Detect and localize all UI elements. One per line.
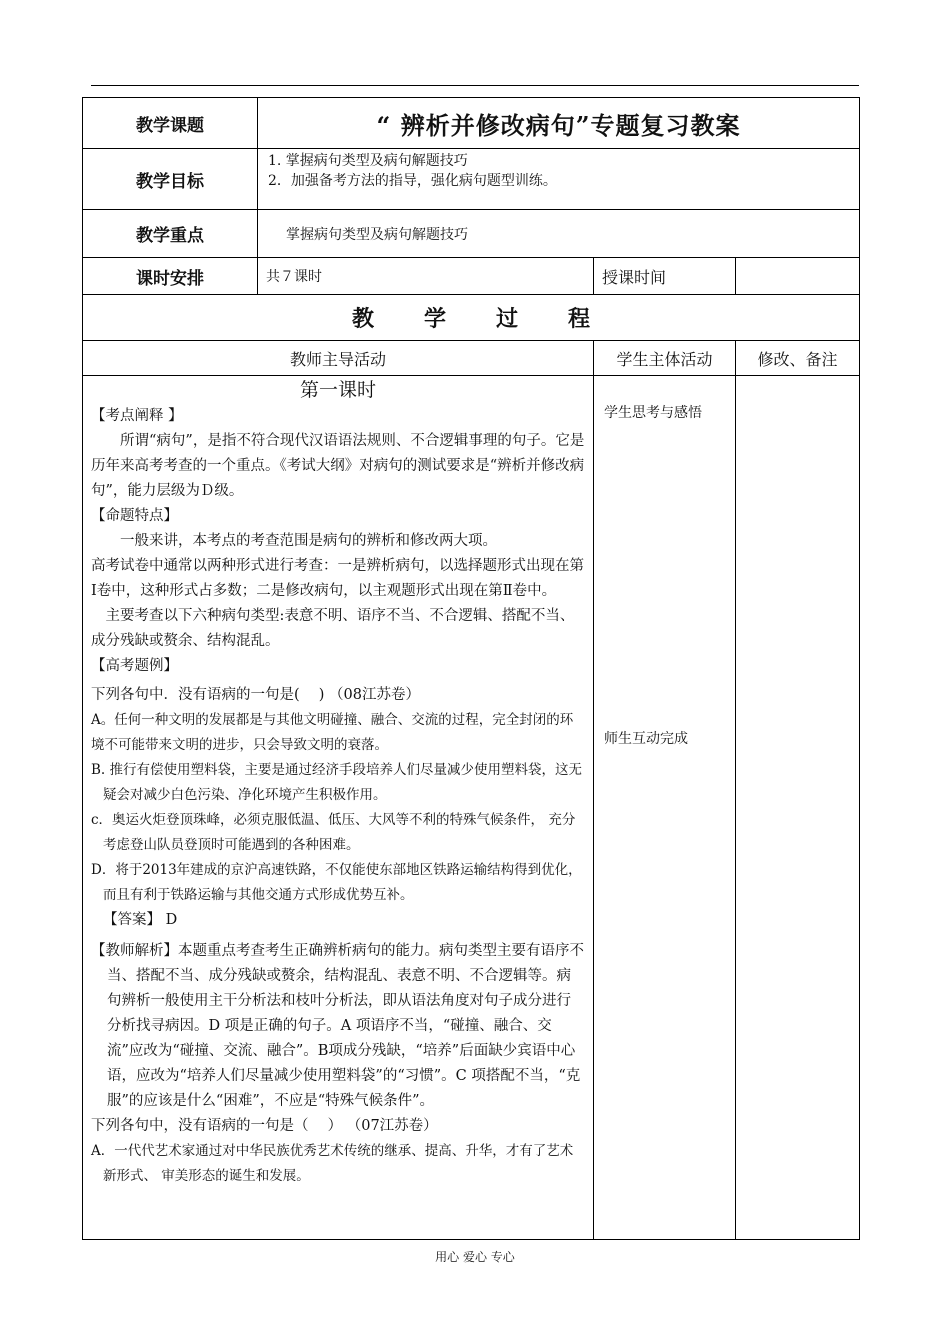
col-student: 学生主体活动 (594, 341, 736, 376)
answer: 【答案】 D (103, 912, 178, 928)
schedule-value: 共７课时 (258, 258, 594, 295)
option-a: A．一代代艺术家通过对中华民族优秀艺术传统的继承、提高、升华，才有了艺术新形式、 审美形态的诞生和发展。 (91, 1143, 574, 1184)
topic-label: 教学课题 (83, 98, 258, 149)
goals-cell (258, 149, 860, 210)
student-activity-2: 师生互动完成 (604, 731, 688, 747)
schedule-label: 课时安排 (83, 258, 258, 295)
student-activity-cell (594, 376, 736, 1240)
focus-text: 掌握病句类型及病句解题技巧 (258, 210, 860, 258)
option-c: c．奥运火炬登顶珠峰，必须克服低温、低压、大风等不利的特殊气候条件， 充分考虑登山队员登顶时可能遇到的各种困难。 (91, 812, 576, 853)
process-title: 教学过程 (83, 295, 860, 341)
col-teacher: 教师主导活动 (83, 341, 594, 376)
paragraph: 所谓“病句”，是指不符合现代汉语语法规则、不合逻辑事理的句子。它是历年来高考考查的一个重点。《考试大纲》对病句的测试要求是“辨析并修改病句”，能力层级为Ｄ级。 (91, 433, 585, 499)
time-label: 授课时间 (594, 258, 736, 295)
goal-item: 1. 掌握病句类型及病句解题技巧 (268, 153, 468, 169)
lesson-plan-table (82, 97, 860, 1240)
goal-item: 2．加强备考方法的指导，强化病句题型训练。 (268, 173, 557, 189)
lesson-title: 第一课时 (299, 379, 376, 401)
option-d: D．将于2013年建成的京沪高速铁路，不仅能使东部地区铁路运输结构得到优化，而且有利于铁路运输与其他交通方式形成优势互补。 (91, 862, 582, 903)
section-heading: 【考点阐释 】 (91, 408, 183, 424)
teacher-activity-cell (83, 376, 594, 1240)
topic-title: “ 辨析并修改病句”专题复习教案 (258, 98, 860, 149)
question-stem: 下列各句中，没有语病的一句是（ ） （07江苏卷） (91, 1118, 438, 1134)
option-b: B. 推行有偿使用塑料袋，主要是通过经济手段培养人们尽量减少使用塑料袋，这无疑会对减少白色污染、净化环境产生积极作用。 (91, 762, 583, 803)
col-notes: 修改、备注 (736, 341, 860, 376)
option-a: A。任何一种文明的发展都是与其他文明碰撞、融合、交流的过程，完全封闭的环境不可能带来文明的进步，只会导致文明的衰落。 (91, 712, 574, 753)
page-footer: 用心 爱心 专心 (435, 1250, 515, 1264)
focus-label: 教学重点 (83, 210, 258, 258)
time-value (736, 258, 860, 295)
section-heading: 【高考题例】 (91, 658, 178, 674)
teacher-analysis: 【教师解析】本题重点考查考生正确辨析病句的能力。病句类型主要有语序不当、搭配不当、成分残缺或赘余，结构混乱、表意不明、不合逻辑等。病句辨析一般使用主干分析法和枝叶分析法，即从语法角度对句子成分进行分析找寻病因。D 项是正确的句子。A 项语序不当，“碰撞、融合、交流”应改为“碰撞、交流、融合”。B项成分残缺，“培养”后面缺少宾语中心语，应改为“培养人们尽量减少使用塑料袋”的“习惯”。C 项搭配不当，“克服”的应该是什么“困难”，不应是“特殊气候条件”。 (91, 943, 584, 1109)
goals-label: 教学目标 (83, 149, 258, 210)
paragraph: 一般来讲，本考点的考查范围是病句的辨析和修改两大项。 (120, 533, 497, 549)
header-rule (91, 85, 859, 86)
paragraph: 高考试卷中通常以两种形式进行考查：一是辨析病句，以选择题形式出现在第Ⅰ卷中，这种形式占多数；二是修改病句，以主观题形式出现在第Ⅱ卷中。 (91, 558, 584, 599)
student-activity-1: 学生思考与感悟 (604, 405, 702, 421)
question-stem: 下列各句中．没有语病的一句是( ) （08江苏卷） (91, 687, 420, 703)
notes-cell (736, 376, 860, 1240)
paragraph: 主要考查以下六种病句类型:表意不明、语序不当、不合逻辑、搭配不当、成分残缺或赘余、结构混乱。 (91, 608, 575, 649)
section-heading: 【命题特点】 (91, 508, 178, 524)
